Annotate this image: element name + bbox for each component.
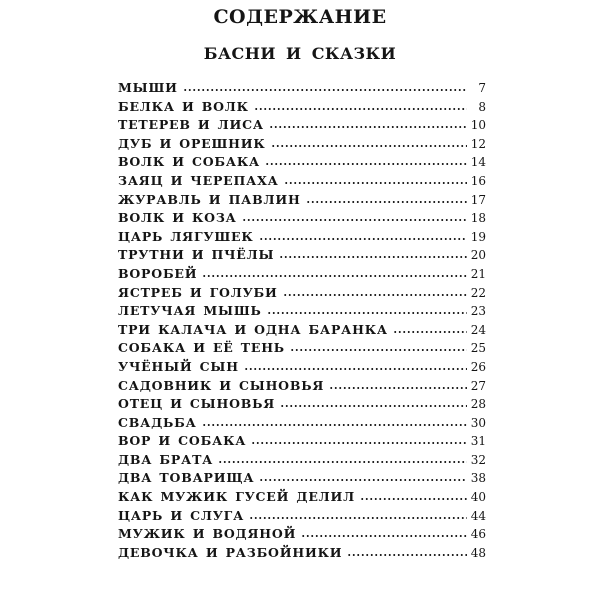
toc-entry-page: 18 (470, 211, 486, 226)
toc-entry (118, 395, 486, 414)
toc-entry-title: ЦАРЬ И СЛУГА (118, 507, 245, 523)
toc-entry (118, 153, 486, 172)
toc-entry-page: 28 (470, 397, 486, 412)
toc-entry (118, 116, 486, 135)
toc-entry-title: ДУБ И ОРЕШНИК (118, 135, 266, 151)
dot-leader (218, 461, 467, 463)
toc-entry-title: ДЕВОЧКА И РАЗБОЙНИКИ (118, 544, 343, 560)
toc-entry (118, 135, 486, 154)
toc-entry-title: ВОРОБЕЙ (118, 265, 198, 281)
toc-entry-page: 32 (470, 452, 486, 467)
toc-entry-page: 8 (478, 99, 486, 114)
toc-entry (118, 191, 486, 210)
toc-entry-title: ТРИ КАЛАЧА И ОДНА БАРАНКА (118, 321, 388, 337)
toc-entry-title: МЫШИ (118, 80, 178, 95)
toc-entry-page: 38 (470, 471, 486, 486)
toc-entry-page: 25 (470, 341, 486, 356)
toc-entry-title: ЗАЯЦ И ЧЕРЕПАХА (118, 172, 279, 188)
dot-leader (290, 349, 467, 351)
dot-leader (254, 108, 467, 110)
toc-entry (118, 172, 486, 191)
page-title: СОДЕРЖАНИЕ (213, 6, 387, 28)
toc-entry-title: ВОЛК И СОБАКА (118, 154, 261, 170)
section-title: БАСНИ И СКАЗКИ (203, 44, 397, 63)
toc-entry (118, 432, 486, 451)
toc-entry-page: 12 (470, 136, 486, 151)
dot-leader (251, 442, 467, 444)
toc-entry-page: 23 (470, 304, 486, 319)
dot-leader (279, 256, 467, 258)
dot-leader (347, 554, 467, 556)
dot-leader (244, 368, 467, 370)
toc-entry-page: 27 (470, 378, 486, 393)
toc-entry-title: ЖУРАВЛЬ И ПАВЛИН (118, 191, 301, 207)
toc-entry-title: ДВА ТОВАРИЩА (118, 470, 255, 486)
dot-leader (249, 517, 467, 519)
dot-leader (329, 387, 467, 389)
toc-entry-title: ОТЕЦ И СЫНОВЬЯ (118, 396, 276, 412)
toc-entry-page: 44 (470, 508, 486, 523)
toc-entry-title: КАК МУЖИК ГУСЕЙ ДЕЛИЛ (118, 489, 355, 505)
toc-entry (118, 544, 486, 563)
toc-entry-title: УЧЁНЫЙ СЫН (118, 358, 239, 374)
toc-entry (118, 228, 486, 247)
toc-entry-title: БЕЛКА И ВОЛК (118, 98, 249, 114)
toc-entry-title: ТРУТНИ И ПЧЁЛЫ (118, 247, 275, 263)
toc-entry-title: ДВА БРАТА (118, 451, 214, 467)
toc-entry-title: СОБАКА И ЕЁ ТЕНЬ (118, 340, 285, 356)
dot-leader (269, 126, 467, 128)
toc-entry (118, 507, 486, 526)
toc-entry-title: ТЕТЕРЕВ И ЛИСА (118, 117, 264, 133)
dot-leader (242, 219, 467, 221)
toc-entry-title: ЦАРЬ ЛЯГУШЕК (118, 228, 254, 244)
dot-leader (202, 275, 467, 277)
toc-entry-title: ВОЛК И КОЗА (118, 210, 237, 226)
toc-entry (118, 79, 486, 98)
toc-entry (118, 284, 486, 303)
dot-leader (202, 424, 467, 426)
toc-entry-page: 16 (470, 173, 486, 188)
dot-leader (360, 498, 467, 500)
toc-entry-title: ЛЕТУЧАЯ МЫШЬ (118, 303, 262, 319)
toc-entry (118, 451, 486, 470)
toc-entry-title: СВАДЬБА (118, 414, 197, 430)
toc-entry (118, 377, 486, 396)
toc-entry (118, 525, 486, 544)
toc-entry-page: 7 (478, 81, 486, 95)
toc-entry-page: 22 (470, 285, 486, 300)
toc-entry-title: ВОР И СОБАКА (118, 433, 247, 449)
toc-entry (118, 98, 486, 117)
toc-entry (118, 265, 486, 284)
toc-entry (118, 488, 486, 507)
toc-entry-title: МУЖИК И ВОДЯНОЙ (118, 526, 297, 542)
toc-entry-page: 46 (470, 527, 486, 542)
toc-entry (118, 209, 486, 228)
toc-entry (118, 469, 486, 488)
dot-leader (284, 182, 467, 184)
table-of-contents (118, 79, 486, 562)
toc-entry-page: 30 (470, 415, 486, 430)
dot-leader (280, 405, 467, 407)
toc-entry (118, 414, 486, 433)
dot-leader (393, 331, 467, 333)
dot-leader (183, 89, 467, 91)
dot-leader (271, 145, 467, 147)
toc-entry-page: 10 (470, 118, 486, 133)
toc-entry-page: 31 (470, 434, 486, 449)
dot-leader (259, 238, 467, 240)
dot-leader (306, 201, 467, 203)
toc-entry-page: 40 (470, 490, 486, 505)
toc-entry-page: 20 (470, 248, 486, 263)
toc-entry (118, 302, 486, 321)
toc-entry-page: 26 (470, 359, 486, 374)
dot-leader (301, 535, 467, 537)
toc-entry (118, 339, 486, 358)
toc-entry-page: 17 (470, 192, 486, 207)
dot-leader (259, 479, 467, 481)
toc-entry-title: САДОВНИК И СЫНОВЬЯ (118, 377, 325, 393)
toc-entry (118, 246, 486, 265)
toc-entry-page: 19 (470, 229, 486, 244)
dot-leader (267, 312, 467, 314)
dot-leader (265, 163, 467, 165)
toc-entry-page: 14 (470, 155, 486, 170)
toc-entry (118, 321, 486, 340)
toc-entry-page: 24 (470, 322, 486, 337)
toc-entry-page: 48 (470, 545, 486, 560)
toc-entry-page: 21 (470, 266, 486, 281)
toc-entry (118, 358, 486, 377)
dot-leader (283, 294, 467, 296)
toc-entry-title: ЯСТРЕБ И ГОЛУБИ (118, 284, 278, 300)
